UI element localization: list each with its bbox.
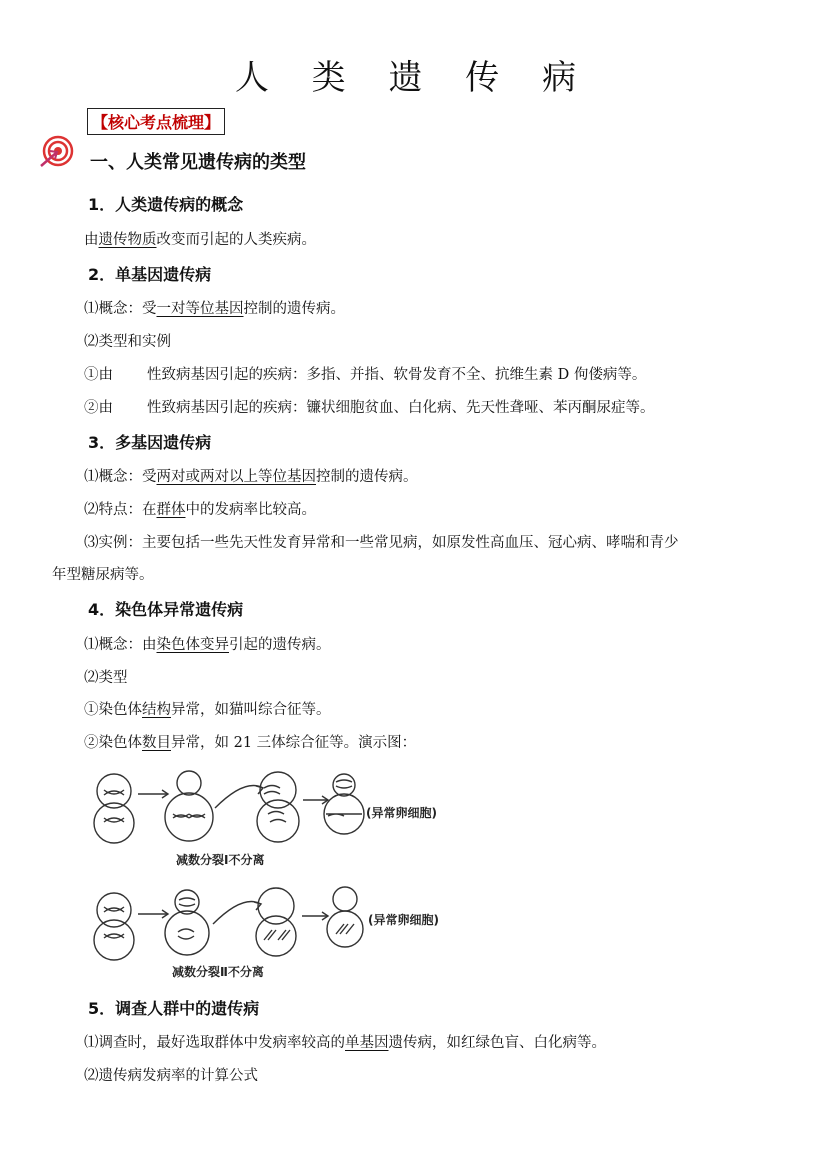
paragraph: ⑵类型和实例	[84, 334, 171, 350]
subheading-2: 2．单基因遗传病	[88, 265, 212, 284]
paragraph: ①染色体结构异常，如猫叫综合征等。	[84, 702, 331, 718]
diagram-caption: 减数分裂Ⅱ不分离	[172, 965, 264, 979]
target-icon	[38, 133, 74, 169]
subheading-4: 4．染色体异常遗传病	[88, 600, 244, 619]
subheading-3: 3．多基因遗传病	[88, 433, 212, 452]
paragraph: ②染色体数目异常，如 21 三体综合征等。演示图：	[84, 735, 417, 751]
diagram-caption: 减数分裂Ⅰ不分离	[176, 853, 265, 867]
paragraph: ⑴概念：受一对等位基因控制的遗传病。	[84, 301, 345, 317]
diagram-label: (异常卵细胞)	[368, 913, 439, 927]
paragraph: ②由 性致病基因引起的疾病：镰状细胞贫血、白化病、先天性聋哑、苯丙酮尿症等。	[84, 400, 655, 416]
paragraph: 由遗传物质改变而引起的人类疾病。	[84, 232, 316, 248]
subheading-1: 1．人类遗传病的概念	[88, 195, 244, 214]
section-tag: 【核心考点梳理】	[87, 108, 225, 135]
paragraph: ⑵遗传病发病率的计算公式	[84, 1068, 258, 1084]
paragraph: ⑴调查时，最好选取群体中发病率较高的单基因遗传病，如红绿色盲、白化病等。	[84, 1035, 606, 1051]
paragraph: ⑵特点：在群体中的发病率比较高。	[84, 502, 316, 518]
diagram-label: (异常卵细胞)	[366, 806, 437, 820]
paragraph: ①由 性致病基因引起的疾病：多指、并指、软骨发育不全、抗维生素 D 佝偻病等。	[84, 367, 647, 383]
section-heading: 一、人类常见遗传病的类型	[90, 152, 306, 173]
paragraph: ⑴概念：由染色体变异引起的遗传病。	[84, 637, 331, 653]
paragraph: ⑶实例：主要包括一些先天性发育异常和一些常见病，如原发性高血压、冠心病、哮喘和青少	[84, 535, 679, 551]
paragraph: ⑵类型	[84, 670, 128, 686]
paragraph: ⑴概念：受两对或两对以上等位基因控制的遗传病。	[84, 469, 418, 485]
meiosis-2-diagram	[88, 876, 488, 984]
subheading-5: 5．调查人群中的遗传病	[88, 999, 260, 1018]
meiosis-1-diagram	[88, 770, 488, 870]
paragraph: 年型糖尿病等。	[52, 567, 154, 583]
page-title: 人 类 遗 传 病	[234, 58, 593, 98]
